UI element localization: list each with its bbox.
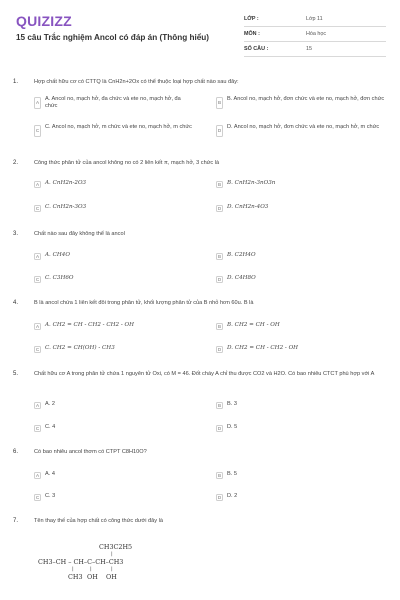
meta-row-grade xyxy=(244,12,386,27)
option-a[interactable] xyxy=(34,471,194,489)
option-d[interactable] xyxy=(216,345,386,363)
formula-bond: | xyxy=(111,551,113,557)
option-letter: A xyxy=(35,323,40,329)
formula-main-chain: CH3–CH – CH–C–CH–CH3 xyxy=(38,558,124,566)
meta-row-count xyxy=(244,42,386,57)
question-number: 6. xyxy=(13,449,19,455)
question-number: 7. xyxy=(13,518,19,524)
option-text: D. C4H8O xyxy=(227,275,256,281)
option-text: A. Ancol no, mạch hở, đa chức và ete no, mạch hở, đa chức xyxy=(45,96,181,110)
option-letter: C xyxy=(35,205,40,211)
option-b[interactable] xyxy=(216,180,386,198)
option-text: D. 2 xyxy=(227,493,238,499)
option-text: C. 4 xyxy=(45,424,56,430)
option-letter: B xyxy=(217,472,222,478)
option-letter: D xyxy=(216,125,223,137)
option-text: B. Ancol no, mạch hở, đơn chức và ete no, mạch hở, đơn chức xyxy=(227,96,385,102)
option-text: A. CnH2n-2O3 xyxy=(45,180,87,186)
option-letter: D xyxy=(217,276,222,282)
option-text: A. 2 xyxy=(45,401,55,407)
option-a[interactable] xyxy=(34,96,194,114)
option-letter: C xyxy=(35,494,40,500)
option-d[interactable] xyxy=(216,493,386,511)
question-number: 5. xyxy=(13,371,19,377)
meta-key: SỐ CÂU : xyxy=(244,46,269,52)
option-letter: A xyxy=(35,402,40,408)
meta-value: Hóa học xyxy=(306,31,327,37)
question-text: Công thức phân tử của ancol không no có 2 liên kết π, mạch hở, 3 chức là xyxy=(34,160,220,166)
meta-value: Lớp 11 xyxy=(306,16,323,22)
option-d[interactable] xyxy=(216,275,386,293)
option-text: A. 4 xyxy=(45,471,55,477)
meta-key: MÔN : xyxy=(244,31,260,37)
question-text: Hợp chất hữu cơ có CTTQ là CnH2n+2Ox có thể thuộc loại hợp chất nào sau đây: xyxy=(34,79,239,85)
option-a[interactable] xyxy=(34,322,194,340)
option-text: A. CH4O xyxy=(45,252,70,258)
option-letter: D xyxy=(217,346,222,352)
formula-bottom-group: CH3 xyxy=(68,573,83,581)
option-text: B. CnH2n-3nO3n xyxy=(227,180,276,186)
option-b[interactable] xyxy=(216,322,386,340)
option-text: B. C2H4O xyxy=(227,252,256,258)
option-d[interactable] xyxy=(216,204,386,222)
option-text: D. CH2 = CH - CH2 - OH xyxy=(227,345,299,351)
option-letter: A xyxy=(35,253,40,259)
option-c[interactable] xyxy=(34,493,194,511)
option-letter: B xyxy=(217,323,222,329)
option-b[interactable] xyxy=(216,401,386,419)
meta-value: 15 xyxy=(306,46,312,52)
option-letter: D xyxy=(217,205,222,211)
option-d[interactable] xyxy=(216,124,386,142)
option-c[interactable] xyxy=(34,345,194,363)
meta-row-subject xyxy=(244,27,386,42)
formula-bond: | xyxy=(90,566,92,572)
meta-key: LỚP : xyxy=(244,16,259,22)
formula-bond: | xyxy=(72,566,74,572)
question-text: Tên thay thế của hợp chất có công thức dưới đây là xyxy=(34,518,163,524)
question-number: 3. xyxy=(13,231,19,237)
question-number: 2. xyxy=(13,160,19,166)
option-c[interactable] xyxy=(34,124,194,142)
option-text: C. C3H6O xyxy=(45,275,74,281)
option-letter: A xyxy=(34,97,41,109)
option-text: C. 3 xyxy=(45,493,56,499)
formula-bond: | xyxy=(111,566,113,572)
option-letter: B xyxy=(217,253,222,259)
option-letter: C xyxy=(35,346,40,352)
option-c[interactable] xyxy=(34,204,194,222)
option-text: C. CnH2n-3O3 xyxy=(45,204,87,210)
option-letter: A xyxy=(35,181,40,187)
option-letter: B xyxy=(217,181,222,187)
option-letter: D xyxy=(217,425,222,431)
question-number: 4. xyxy=(13,300,19,306)
option-letter: B xyxy=(217,402,222,408)
option-text: D. CnH2n-4O3 xyxy=(227,204,269,210)
page-header xyxy=(0,0,400,64)
option-b[interactable] xyxy=(216,96,386,114)
option-c[interactable] xyxy=(34,275,194,293)
option-text: B. CH2 = CH - OH xyxy=(227,322,280,328)
option-a[interactable] xyxy=(34,252,194,270)
option-letter: B xyxy=(216,97,223,109)
option-letter: D xyxy=(217,494,222,500)
question-text: Có bao nhiêu ancol thơm có CTPT C8H10O? xyxy=(34,449,147,455)
option-a[interactable] xyxy=(34,401,194,419)
option-letter: C xyxy=(34,125,41,137)
option-text: B. 5 xyxy=(227,471,237,477)
option-letter: A xyxy=(35,472,40,478)
question-text: B là ancol chứa 1 liên kết đôi trong phân tử, khối lượng phân tử của B nhỏ hơn 60u. B là xyxy=(34,300,254,306)
option-b[interactable] xyxy=(216,471,386,489)
formula-top-substituents: CH3C2H5 xyxy=(99,543,133,551)
option-text: C. CH2 = CH(OH) - CH3 xyxy=(45,345,115,351)
option-text: B. 3 xyxy=(227,401,237,407)
question-text: Chất hữu cơ A trong phân tử chứa 1 nguyên tử Oxi, có M = 46. Đốt cháy A chỉ thu được CO2 và H2O. Có bao nhiêu CTCT phù hợp với A xyxy=(34,371,375,377)
option-b[interactable] xyxy=(216,252,386,270)
question-number: 1. xyxy=(13,79,19,85)
quizizz-logo: QUIZIZZ xyxy=(16,13,72,29)
option-text: D. 5 xyxy=(227,424,238,430)
option-text: A. CH2 = CH - CH2 - CH2 - OH xyxy=(45,322,134,328)
option-letter: C xyxy=(35,276,40,282)
document-title: 15 câu Trắc nghiệm Ancol có đáp án (Thông hiểu) xyxy=(16,33,210,42)
question-text: Chất nào sau đây không thể là ancol xyxy=(34,231,125,237)
meta-table xyxy=(244,12,386,57)
structural-formula xyxy=(38,543,168,583)
formula-bottom-group: OH xyxy=(106,573,117,581)
formula-bottom-group: OH xyxy=(87,573,98,581)
option-c[interactable] xyxy=(34,424,194,442)
option-text: C. Ancol no, mạch hở, m chức và ete no, mạch hở, m chức xyxy=(45,124,192,130)
option-letter: C xyxy=(35,425,40,431)
option-a[interactable] xyxy=(34,180,194,198)
option-d[interactable] xyxy=(216,424,386,442)
option-text: D. Ancol no, mạch hở, đơn chức và ete no, mạch hở, m chức xyxy=(227,124,380,130)
